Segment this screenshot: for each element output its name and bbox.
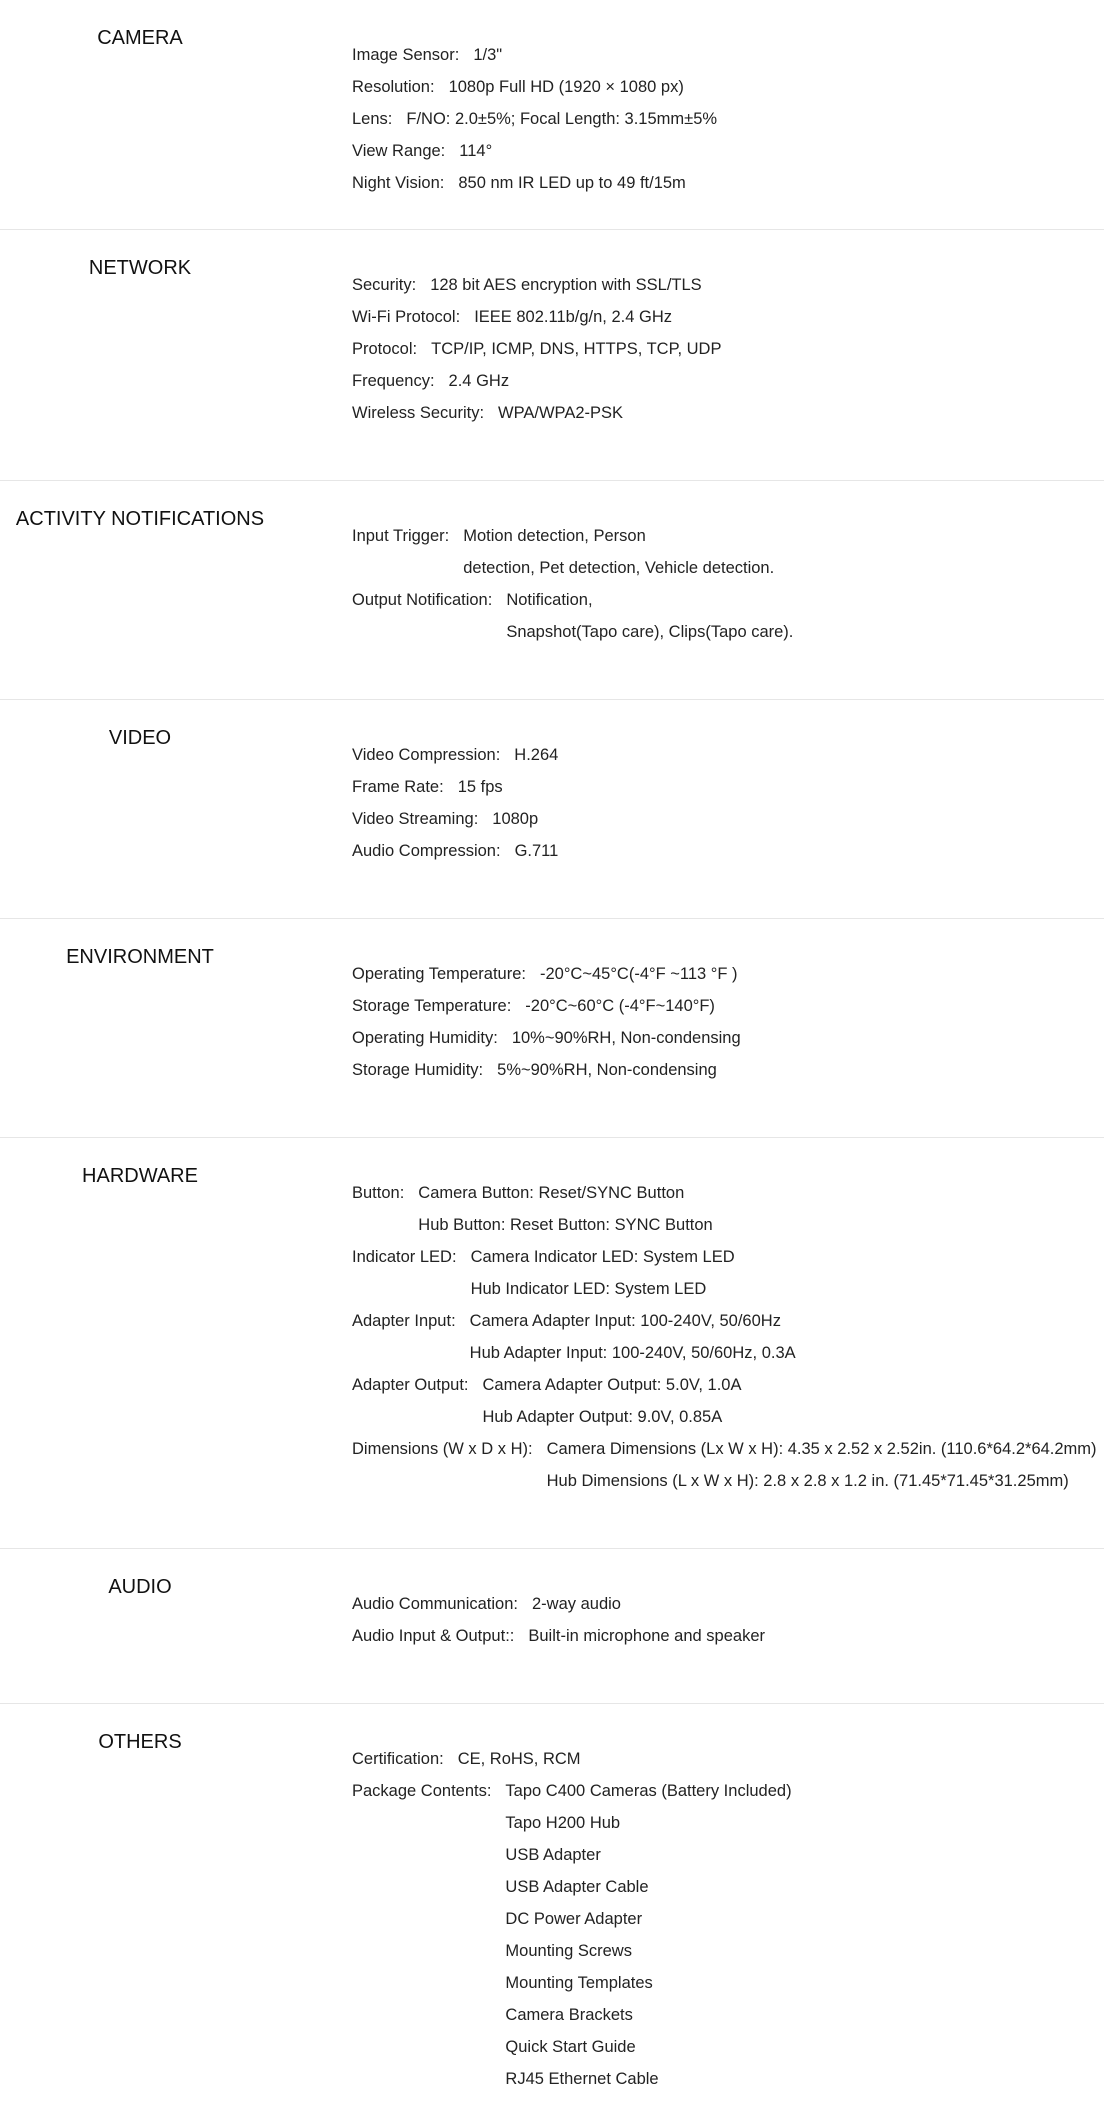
spec-row [352,584,793,648]
spec-row [352,301,721,333]
spec-values [474,301,672,333]
spec-row [352,1620,765,1652]
section-title: ENVIRONMENT [66,946,214,968]
spec-label: Input Trigger: [352,526,450,545]
section-title: HARDWARE [82,1165,198,1187]
spec-values [514,739,558,771]
spec-row [352,1022,741,1054]
spec-value: USB Adapter [505,1845,601,1864]
spec-row [352,1177,1097,1241]
spec-row [352,1305,1097,1369]
spec-label: Indicator LED: [352,1247,457,1266]
spec-label: Wi-Fi Protocol: [352,307,461,326]
spec-value: 128 bit AES encryption with SSL/TLS [430,275,702,294]
spec-value: TCP/IP, ICMP, DNS, HTTPS, TCP, UDP [431,339,722,358]
section-title: AUDIO [108,1576,172,1598]
spec-row [352,1241,1097,1305]
spec-section-environment [0,919,1104,1138]
spec-section-activity-notifications [0,481,1104,700]
spec-row [352,958,741,990]
spec-section-camera [0,0,1104,230]
spec-value: 1/3" [473,45,503,64]
spec-label: Operating Humidity: [352,1028,498,1047]
spec-values [470,1305,796,1369]
spec-row [352,803,558,835]
spec-value: 15 fps [457,777,503,796]
section-title: OTHERS [98,1731,182,1753]
spec-values [431,333,721,365]
spec-values [430,269,702,301]
spec-list [352,739,558,902]
spec-value: 10%~90%RH, Non-condensing [511,1028,741,1047]
spec-value: Hub Button: Reset Button: SYNC Button [418,1215,713,1234]
spec-value: F/NO: 2.0±5%; Focal Length: 3.15mm±5% [406,109,718,128]
spec-label: Frequency: [352,371,435,390]
spec-label: Night Vision: [352,173,445,192]
spec-row [352,1588,765,1620]
spec-row [352,39,717,71]
spec-value: Camera Dimensions (Lx W x H): 4.35 x 2.52 x 2.52in. (110.6*64.2*64.2mm) [546,1439,1097,1458]
spec-section-others [0,1704,1104,2114]
spec-row [352,333,721,365]
spec-row [352,739,558,771]
spec-label: Dimensions (W x D x H): [352,1439,533,1458]
spec-value: 2.4 GHz [448,371,510,390]
spec-value: RJ45 Ethernet Cable [505,2069,659,2088]
spec-label: Video Streaming: [352,809,479,828]
spec-value: Tapo C400 Cameras (Battery Included) [505,1781,792,1800]
spec-label: Adapter Input: [352,1311,456,1330]
spec-values [459,135,492,167]
spec-values [497,1054,717,1086]
spec-list [352,269,721,464]
spec-list [352,520,793,683]
spec-value: G.711 [514,841,559,860]
spec-row [352,269,721,301]
spec-value: Mounting Templates [505,1973,653,1992]
section-title: CAMERA [97,27,183,49]
spec-row [352,1775,792,2095]
spec-row [352,1054,741,1086]
spec-list [352,1588,765,1687]
spec-label: Certification: [352,1749,444,1768]
spec-row [352,771,558,803]
spec-row [352,835,558,867]
spec-list [352,1743,792,2098]
spec-label: Audio Compression: [352,841,501,860]
spec-label: Security: [352,275,417,294]
spec-value: 1080p [492,809,539,828]
spec-value: Hub Indicator LED: System LED [470,1279,707,1298]
spec-value: Built-in microphone and speaker [528,1626,765,1645]
spec-label: Storage Temperature: [352,996,512,1015]
spec-label: Frame Rate: [352,777,444,796]
spec-values [547,1433,1097,1497]
spec-value: 2-way audio [532,1594,621,1613]
spec-row [352,365,721,397]
spec-value: 850 nm IR LED up to 49 ft/15m [458,173,686,192]
section-title: ACTIVITY NOTIFICATIONS [15,508,265,530]
spec-row [352,71,717,103]
spec-label: Protocol: [352,339,418,358]
spec-value: USB Adapter Cable [505,1877,649,1896]
spec-value: Camera Brackets [505,2005,633,2024]
spec-row [352,1369,1097,1433]
spec-values [483,1369,742,1433]
spec-row [352,397,721,429]
spec-values [498,397,623,429]
spec-value: Camera Adapter Input: 100-240V, 50/60Hz [469,1311,781,1330]
spec-row [352,520,793,584]
spec-row [352,135,717,167]
spec-values [540,958,738,990]
spec-label: Resolution: [352,77,435,96]
spec-section-network [0,230,1104,481]
spec-section-hardware [0,1138,1104,1549]
spec-label: Audio Communication: [352,1594,518,1613]
spec-values [512,1022,741,1054]
spec-values [473,39,502,71]
spec-label: Package Contents: [352,1781,492,1800]
spec-row [352,167,717,199]
spec-value: DC Power Adapter [505,1909,643,1928]
spec-value: detection, Pet detection, Vehicle detection. [463,558,775,577]
spec-section-audio [0,1549,1104,1704]
spec-row [352,1433,1097,1497]
spec-value: Hub Dimensions (L x W x H): 2.8 x 2.8 x 1.2 in. (71.45*71.45*31.25mm) [546,1471,1069,1490]
spec-label: Output Notification: [352,590,493,609]
spec-values [471,1241,735,1305]
spec-value: H.264 [514,745,559,764]
spec-values [528,1620,765,1652]
spec-value: Tapo H200 Hub [505,1813,621,1832]
spec-value: Hub Adapter Input: 100-240V, 50/60Hz, 0.3A [469,1343,796,1362]
spec-value: -20°C~45°C(-4°F ~113 °F ) [539,964,738,983]
spec-value: -20°C~60°C (-4°F~140°F) [525,996,715,1015]
spec-values [532,1588,621,1620]
spec-values [458,771,503,803]
spec-value: 1080p Full HD (1920 × 1080 px) [448,77,684,96]
spec-label: Button: [352,1183,405,1202]
spec-value: Notification, [506,590,593,609]
spec-value: Camera Button: Reset/SYNC Button [418,1183,685,1202]
spec-row [352,990,741,1022]
spec-list [352,1177,1097,1532]
spec-value: Quick Start Guide [505,2037,636,2056]
spec-label: Storage Humidity: [352,1060,484,1079]
spec-list [352,958,741,1121]
spec-label: Image Sensor: [352,45,460,64]
spec-section-video [0,700,1104,919]
spec-values [449,71,684,103]
spec-label: Wireless Security: [352,403,485,422]
spec-values [506,584,793,648]
spec-value: Hub Adapter Output: 9.0V, 0.85A [482,1407,723,1426]
spec-label: Video Compression: [352,745,501,764]
spec-values [458,167,685,199]
spec-row [352,103,717,135]
spec-value: Motion detection, Person [463,526,646,545]
section-title: VIDEO [108,727,172,749]
spec-label: Lens: [352,109,393,128]
spec-value: Camera Indicator LED: System LED [470,1247,735,1266]
spec-label: Audio Input & Output:: [352,1626,515,1645]
spec-values [525,990,715,1022]
spec-value: Camera Adapter Output: 5.0V, 1.0A [482,1375,742,1394]
spec-value: WPA/WPA2-PSK [498,403,624,422]
spec-values [492,803,538,835]
spec-values [463,520,774,584]
section-title: NETWORK [88,257,192,279]
spec-value: 114° [459,141,493,160]
spec-values [449,365,510,397]
spec-value: CE, RoHS, RCM [457,1749,581,1768]
spec-values [515,835,559,867]
spec-value: Snapshot(Tapo care), Clips(Tapo care). [506,622,794,641]
spec-value: IEEE 802.11b/g/n, 2.4 GHz [474,307,673,326]
spec-row [352,1743,792,1775]
spec-values [458,1743,581,1775]
spec-values [505,1775,791,2095]
spec-label: View Range: [352,141,446,160]
spec-value: Mounting Screws [505,1941,632,1960]
spec-list [352,39,717,213]
spec-values [406,103,717,135]
spec-label: Operating Temperature: [352,964,526,983]
spec-values [418,1177,712,1241]
spec-value: 5%~90%RH, Non-condensing [497,1060,717,1079]
spec-label: Adapter Output: [352,1375,469,1394]
